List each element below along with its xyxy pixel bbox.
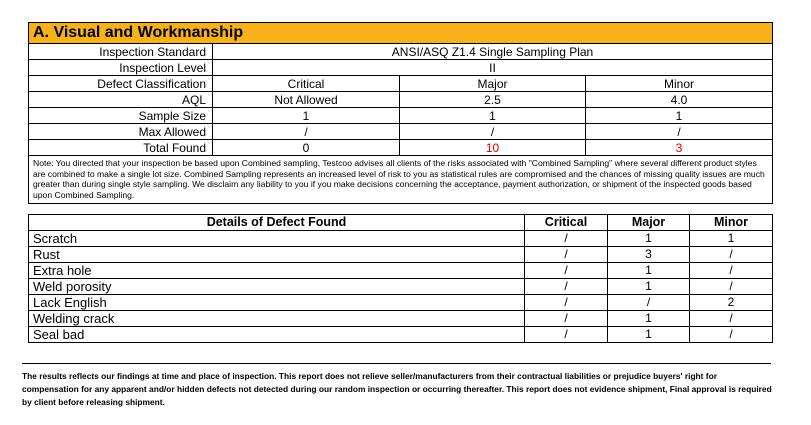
defect-name: Seal bad [29, 327, 525, 343]
inspection-standard-label: Inspection Standard [29, 44, 213, 60]
header-details: Details of Defect Found [29, 215, 525, 231]
aql-row [29, 92, 773, 108]
aql-major: 2.5 [400, 92, 586, 108]
defect-name: Weld porosity [29, 279, 525, 295]
inspection-summary-table [28, 22, 773, 204]
defect-major: 1 [608, 327, 690, 343]
class-major: Major [400, 76, 586, 92]
defect-name: Lack English [29, 295, 525, 311]
report-section [28, 22, 772, 343]
sample-size-major: 1 [400, 108, 586, 124]
defect-critical: / [525, 295, 608, 311]
defect-minor: 2 [690, 295, 773, 311]
defect-details-table [28, 214, 773, 343]
defect-critical: / [525, 279, 608, 295]
defect-major: 1 [608, 263, 690, 279]
defect-name: Rust [29, 247, 525, 263]
table-row [29, 279, 773, 295]
section-title-row [29, 23, 773, 44]
sample-size-critical: 1 [213, 108, 400, 124]
sample-size-minor: 1 [586, 108, 773, 124]
defect-minor: / [690, 279, 773, 295]
defect-critical: / [525, 263, 608, 279]
header-major: Major [608, 215, 690, 231]
table-row [29, 327, 773, 343]
defect-minor: / [690, 311, 773, 327]
sample-size-label: Sample Size [29, 108, 213, 124]
aql-minor: 4.0 [586, 92, 773, 108]
aql-label: AQL [29, 92, 213, 108]
defect-name: Extra hole [29, 263, 525, 279]
defect-major: / [608, 295, 690, 311]
sample-size-row [29, 108, 773, 124]
inspection-standard-value: ANSI/ASQ Z1.4 Single Sampling Plan [213, 44, 773, 60]
defect-critical: / [525, 231, 608, 247]
defect-name: Welding crack [29, 311, 525, 327]
defect-minor: / [690, 263, 773, 279]
defect-major: 1 [608, 231, 690, 247]
total-found-major: 10 [400, 140, 586, 156]
total-found-minor: 3 [586, 140, 773, 156]
table-row [29, 231, 773, 247]
defect-classification-label: Defect Classification [29, 76, 213, 92]
defect-minor: / [690, 247, 773, 263]
section-title: A. Visual and Workmanship [29, 23, 773, 44]
max-allowed-critical: / [213, 124, 400, 140]
defect-major: 1 [608, 311, 690, 327]
total-found-row [29, 140, 773, 156]
table-row [29, 311, 773, 327]
note-row [29, 156, 773, 204]
footer-divider [22, 363, 771, 364]
inspection-level-value: II [213, 60, 773, 76]
table-row [29, 295, 773, 311]
table-row [29, 247, 773, 263]
aql-critical: Not Allowed [213, 92, 400, 108]
defect-critical: / [525, 247, 608, 263]
total-found-label: Total Found [29, 140, 213, 156]
combined-sampling-note: Note: You directed that your inspection be based upon Combined sampling, Testcoo advises all clients of the risks associated with "Combined Sampling" where several different product styles are combined to make a single lot size. Combined Sampling represents an increased level of risk to you as statistical rules are compromised and the chances of missing quality issues are much greater than during single style sampling. We disclaim any liability to you if you make decisions concerning the acceptance, payment authorization, or shipment of the inspected goods based upon Combined Sampling. [29, 156, 773, 204]
defect-critical: / [525, 311, 608, 327]
defect-name: Scratch [29, 231, 525, 247]
defect-minor: 1 [690, 231, 773, 247]
defect-major: 1 [608, 279, 690, 295]
defect-classification-row [29, 76, 773, 92]
table-row [29, 263, 773, 279]
disclaimer-footer: The results reflects our findings at time and place of inspection. This report does not relieve seller/manufacturers from their contractual liabilities or prejudice buyers' right for compensation for any apparent and/or hidden defects not detected during our random inspection or occurring thereafter. This report does not evidence shipment, Final approval is required by client before releasing shipment. [22, 371, 772, 407]
max-allowed-label: Max Allowed [29, 124, 213, 140]
header-critical: Critical [525, 215, 608, 231]
inspection-level-row [29, 60, 773, 76]
defect-minor: / [690, 327, 773, 343]
total-found-critical: 0 [213, 140, 400, 156]
class-critical: Critical [213, 76, 400, 92]
defect-header-row [29, 215, 773, 231]
defect-critical: / [525, 327, 608, 343]
defect-major: 3 [608, 247, 690, 263]
inspection-standard-row [29, 44, 773, 60]
inspection-level-label: Inspection Level [29, 60, 213, 76]
class-minor: Minor [586, 76, 773, 92]
max-allowed-major: / [400, 124, 586, 140]
header-minor: Minor [690, 215, 773, 231]
max-allowed-row [29, 124, 773, 140]
max-allowed-minor: / [586, 124, 773, 140]
